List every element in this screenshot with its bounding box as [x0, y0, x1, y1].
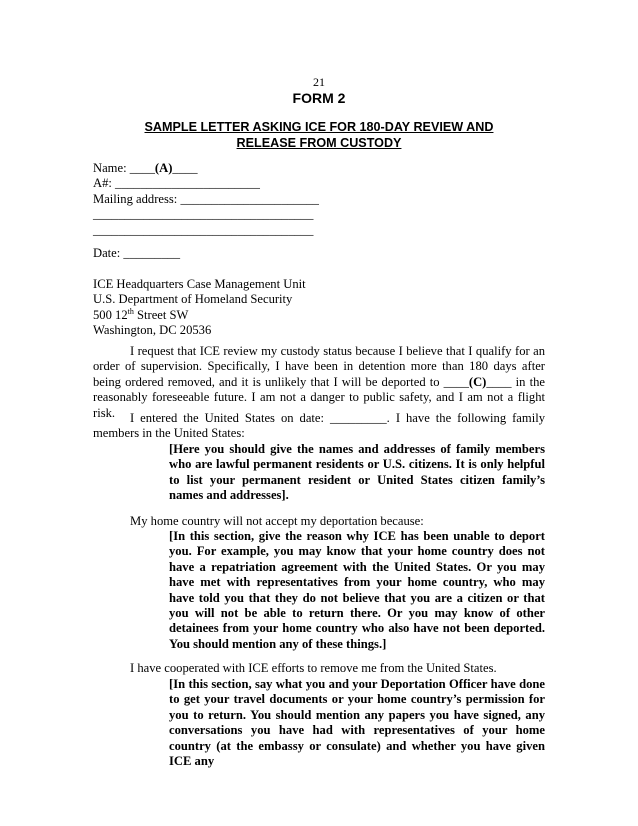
date-field: Date: _________ — [93, 246, 181, 260]
a-number-field: A#: _______________________ — [93, 176, 260, 191]
entry-paragraph — [93, 411, 545, 442]
recipient-street — [93, 308, 545, 323]
letter-subtitle — [110, 120, 528, 151]
request-text-end: ____ in the reasonably foreseeable future. I am not a danger to public safety, and I am not a flight risk. — [93, 374, 546, 420]
cooperation-instruction: [In this section, say what you and your Deportation Officer have done to get your travel documents or your home country’s permission for you to return. You should mention any papers you have signed, any conversations you have had with representatives of your home country (at the embassy or consulate) and whether you have given ICE any — [169, 677, 545, 769]
recipient-line: ICE Headquarters Case Management Unit — [93, 277, 306, 291]
name-field — [93, 161, 545, 176]
recipient-line: Washington, DC 20536 — [93, 323, 212, 338]
form-title: FORM 2 — [292, 90, 346, 106]
subtitle-line-1: SAMPLE LETTER ASKING ICE FOR 180-DAY REVIEW AND — [144, 120, 494, 134]
street-ordinal: th — [127, 306, 134, 316]
family-instruction: [Here you should give the names and addresses of family members who are lawful permanent residents or U.S. citizens. It is only helpful to list your permanent resident or United States citizen family’s names and addresses]. — [169, 442, 545, 503]
request-paragraph — [93, 344, 545, 421]
country-marker: (C) — [468, 374, 487, 389]
recipient-line: U.S. Department of Homeland Security — [93, 292, 293, 307]
name-field-blank: ____ — [172, 161, 198, 175]
mailing-address-field: Mailing address: ______________________ — [93, 191, 319, 206]
address-blank-line: ___________________________________ — [93, 222, 314, 237]
recipient-address — [93, 277, 545, 339]
home-country-instruction: [In this section, give the reason why ICE has been unable to deport you. For example, you may know that your home country does not have a repatriation agreement with the United States. Or you may have met with representatives from your home country, who may have told you that they do not believe that you are a citizen or that you will not be able to return there. Or you may know of other detainees from your home country who also have not been deported. You should mention any of these things.] — [169, 529, 545, 651]
entry-text: I entered the United States on date: _________. I have the following family members in the United States: — [93, 411, 545, 441]
subtitle-line-2: RELEASE FROM CUSTODY — [236, 135, 402, 150]
page-number: 21 — [313, 75, 325, 89]
request-text-start: I request that ICE review my custody status because I believe that I qualify for an order of supervision. Specifically, I have been in detention more than 180 days after being ordered removed, and it is unlikely that I will be deported to ____ — [93, 344, 545, 389]
sender-fields — [93, 161, 545, 238]
street-name: Street SW — [133, 307, 189, 322]
cooperation-statement: I have cooperated with ICE efforts to remove me from the United States. — [130, 661, 497, 675]
name-field-label: Name: ____ — [93, 161, 155, 175]
address-blank-line: ___________________________________ — [93, 207, 314, 222]
street-number: 500 12 — [93, 307, 128, 322]
home-country-statement: My home country will not accept my deportation because: — [130, 514, 424, 528]
name-marker: (A) — [154, 161, 173, 175]
